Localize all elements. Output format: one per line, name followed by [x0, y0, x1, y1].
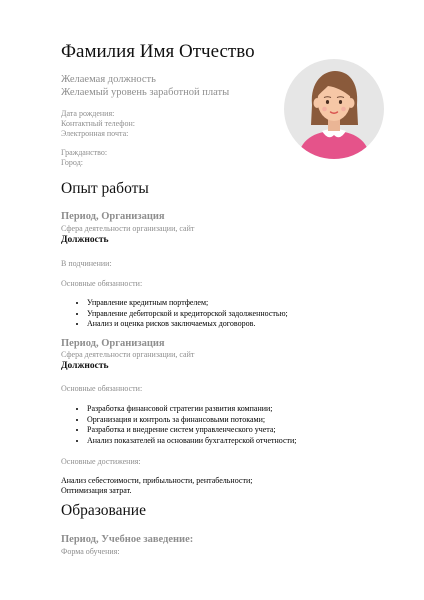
birth-date-label: Дата рождения:	[61, 109, 115, 118]
email-label: Электронная почта:	[61, 129, 129, 138]
job1-position: Должность	[61, 235, 109, 245]
woman-avatar-icon	[284, 59, 384, 159]
desired-position: Желаемая должность	[61, 74, 156, 85]
education-study-form: Форма обучения:	[61, 547, 120, 556]
list-item: • Управление кредитным портфелем;	[87, 298, 288, 309]
list-item: • Управление дебиторской и кредиторской задолженностью;	[87, 309, 288, 320]
list-item: • Анализ и оценка рисков заключаемых договоров.	[87, 319, 288, 330]
job1-subordinates: В подчинении:	[61, 259, 112, 268]
job1-period-org: Период, Организация	[61, 211, 165, 222]
experience-title: Опыт работы	[61, 180, 149, 197]
job1-duties-label: Основные обязанности:	[61, 279, 143, 288]
education-period-institution: Период, Учебное заведение:	[61, 534, 194, 545]
job2-duties-label: Основные обязанности:	[61, 384, 143, 393]
list-item: • Разработка и внедрение систем управленческого учета;	[87, 425, 297, 436]
job2-duties-list	[61, 404, 297, 446]
citizenship-label: Гражданство:	[61, 148, 108, 157]
full-name: Фамилия Имя Отчество	[61, 41, 255, 62]
list-item: • Анализ показателей на основании бухгалтерской отчетности;	[87, 436, 297, 447]
job2-achievements-label: Основные достижения:	[61, 457, 141, 466]
phone-label: Контактный телефон:	[61, 119, 135, 128]
job2-sphere: Сфера деятельности организации, сайт	[61, 350, 195, 359]
education-title: Образование	[61, 502, 146, 519]
job1-duties-list	[61, 298, 288, 330]
desired-salary: Желаемый уровень заработной платы	[61, 87, 230, 98]
job2-achievement-1: Анализ себестоимости, прибыльности, рентабельности;	[61, 476, 253, 485]
city-label: Город:	[61, 158, 83, 167]
job2-achievement-2: Оптимизация затрат.	[61, 486, 132, 495]
list-item: • Организация и контроль за финансовыми потоками;	[87, 415, 297, 426]
job2-period-org: Период, Организация	[61, 338, 165, 349]
list-item: • Разработка финансовой стратегии развития компании;	[87, 404, 297, 415]
job2-position: Должность	[61, 361, 109, 371]
job1-sphere: Сфера деятельности организации, сайт	[61, 224, 195, 233]
